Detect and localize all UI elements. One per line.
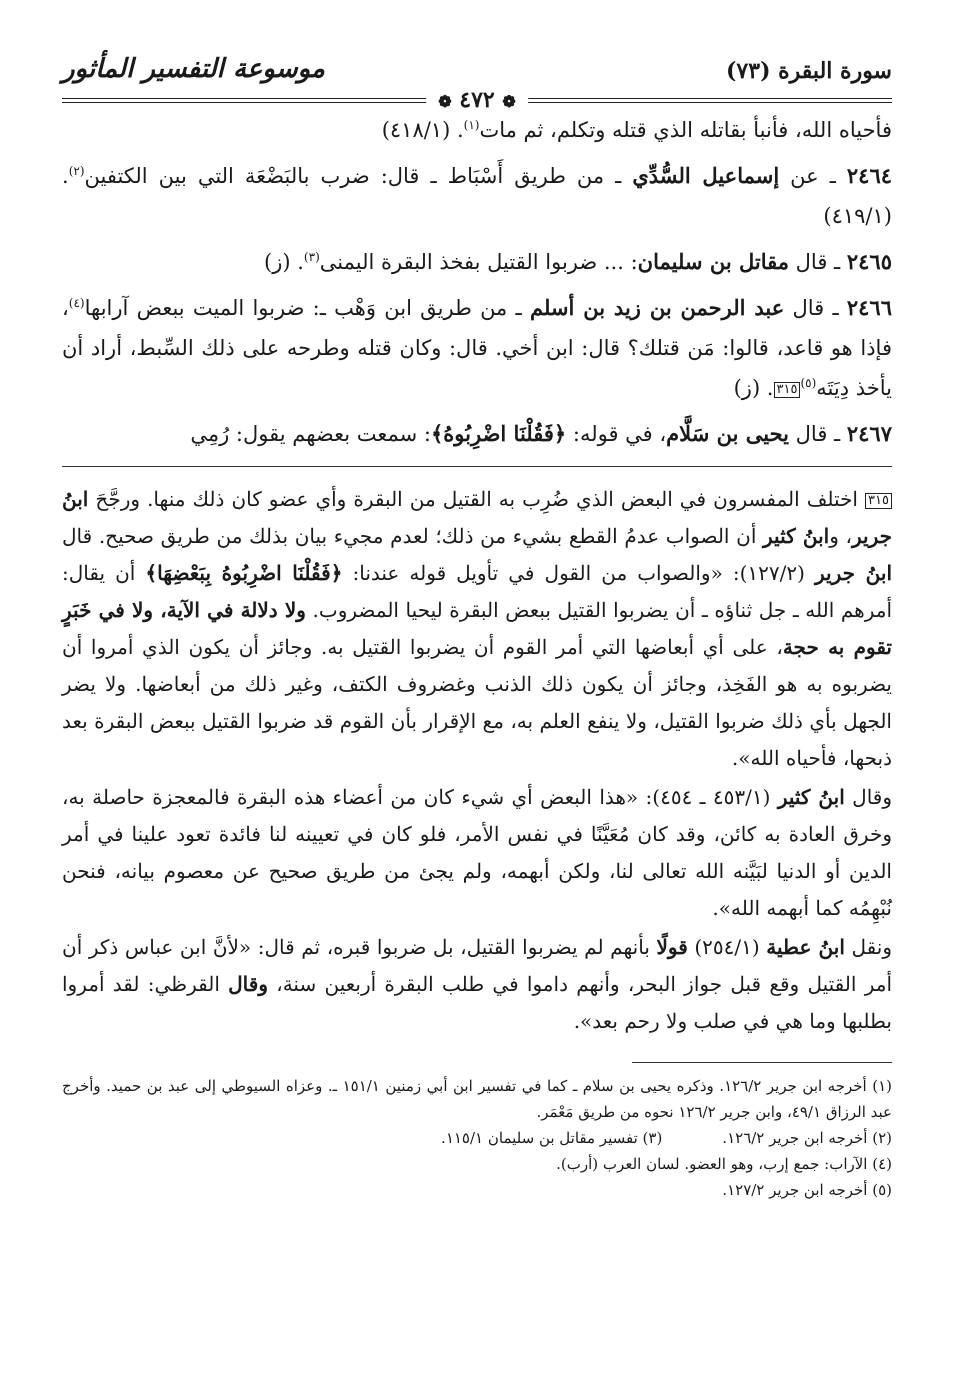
text-run: : ... ضربوا القتيل بفخذ البقرة اليمنى	[319, 250, 638, 274]
c1-paragraph	[62, 481, 892, 777]
text-run: ، في قوله:	[566, 422, 667, 446]
page-header	[62, 50, 892, 113]
text-run: القرظي: لقد أمروا بطلبها وما هي في صلب ولا رحم بعد».	[62, 972, 892, 1033]
bold-text: ابنُ كثير	[777, 785, 845, 809]
commentary-ref-box: ٣١٥	[774, 382, 801, 398]
text-run: ، و	[829, 524, 852, 548]
c2-paragraph	[62, 779, 892, 927]
commentary-ref-box: ٣١٥	[865, 493, 892, 509]
e2467-paragraph	[62, 414, 892, 454]
footnote-rule	[632, 1062, 892, 1063]
bold-text: ابنُ كثير	[763, 524, 830, 548]
footnotes	[62, 1073, 892, 1203]
footnote-ref: (٣)	[303, 250, 320, 264]
footnote-ref: (٥)	[800, 376, 817, 390]
text-run: ـ قال	[789, 422, 847, 446]
commentary-separator	[62, 466, 892, 467]
text-run: ـ قال	[784, 296, 847, 320]
ornament-icon: ❁	[502, 92, 516, 111]
text-run: . (٤١٨/١)	[381, 118, 464, 142]
footnote-row	[62, 1125, 892, 1151]
text-run: ـ قال	[789, 250, 847, 274]
footnote-1: (١) أخرجه ابن جرير ١٢٦/٢. وذكره يحيى بن سلام ـ كما في تفسير ابن أبي زمنين ١٥١/١ ـ. وعزاه السيوطي إلى عبد بن حميد. وأخرج عبد الرزاق ٤٩/١، وابن جرير ١٢٦/٢ نحوه من طريق مَعْمَر.	[62, 1077, 892, 1121]
text-run: (٢٥٤/١)	[687, 935, 767, 959]
footnote-4: (٤) الآراب: جمع إرب، وهو العضو. لسان العرب (أرب).	[556, 1155, 892, 1173]
bold-text: ٢٤٦٥	[846, 249, 892, 274]
text-run: وقال	[844, 785, 893, 809]
text-run: فأحياه الله، فأنبأ بقاتله الذي قتله وتكلم، ثم مات	[479, 118, 892, 142]
bold-text: وقال	[228, 972, 268, 996]
bold-text: ابنُ جرير	[815, 561, 893, 585]
ornament-icon: ❁	[438, 92, 452, 111]
bold-text: إسماعيل السُّدِّي	[632, 163, 780, 188]
bold-text: ٢٤٦٤	[846, 163, 893, 188]
footnote-2: (٢) أخرجه ابن جرير ١٢٦/٢.	[722, 1129, 892, 1147]
text-run: (١٢٧/٢): «والصواب من القول في تأويل قوله عندنا:	[342, 561, 815, 585]
bold-text: ٢٤٦٦	[846, 295, 892, 320]
e2465-paragraph	[62, 242, 892, 282]
header-surah: سورة البقرة (٧٣)	[726, 58, 892, 84]
bold-text: ابنُ عطية	[766, 935, 845, 959]
c3-paragraph	[62, 929, 892, 1040]
text-run: أن يقال: أمرهم الله ـ جل ثناؤه ـ أن يضربوا القتيل ببعض البقرة ليحيا المضروب.	[62, 561, 892, 622]
text-run: . (٤١٩/١)	[62, 164, 892, 228]
footnote-ref: (٤)	[68, 296, 85, 310]
bold-text: قولًا	[656, 935, 688, 959]
e2466-paragraph	[62, 288, 892, 408]
bold-text: ولا دلالة في الآية، ولا في خَبَرٍ تقوم به حجة	[62, 598, 892, 659]
text-run: اختلف المفسرون في البعض الذي ضُرِب به القتيل من البقرة وأي عضو كان ذلك منها. ورجَّحَ	[88, 487, 866, 511]
text-run: بأنهم لم يضربوا القتيل، بل ضربوا قبره، ثم قال: «لأنَّ ابن عباس ذكر أن أمر القتيل وقع قبل جواز البحر، وأنهم داموا في طلب البقرة أربعين سنة،	[62, 935, 892, 996]
page-number-text: ٤٧٢	[459, 87, 495, 113]
text-run: . (ز)	[733, 376, 774, 400]
commentary	[62, 481, 892, 1040]
header-book-title: موسوعة التفسير المأثور	[62, 54, 325, 84]
intro-paragraph	[62, 110, 892, 150]
text-run: ـ من طريق أَسْبَاط ـ قال: ضرب بالبَضْعَة التي بين الكتفين	[84, 164, 633, 188]
text-run: ونقل	[844, 935, 892, 959]
text-run: (٤٥٣/١ ـ ٤٥٤): «هذا البعض أي شيء كان من أعضاء هذه البقرة فالمعجزة حاصلة به، وخرق العادة به كائن، وقد كان مُعَيَّنًا في نفس الأمر، فلو كان في تعيينه لنا فائدة تعود علينا في أمر الدين أو الدنيا لبَيَّنه الله تعالى لنا، ولكن أبهمه، ولم يجئ من طريق صحيح عن معصوم بيانه، فنحن نُبْهِمُه كما أبهمه الله».	[62, 785, 892, 920]
bold-text: ابنُ جرير	[62, 487, 892, 548]
page-number	[426, 87, 528, 113]
bold-text: عبد الرحمن بن زيد بن أسلم	[529, 295, 785, 320]
bold-text: ٢٤٦٧	[846, 421, 892, 446]
e2464-paragraph	[62, 156, 892, 236]
text-run: ، فإذا هو قاعد، قالوا: مَن قتلك؟ قال: ابن أخي. قال: وكان قتله وطرحه على ذلك السِّبط، أراد أن يأخذ دِيَتَه	[62, 296, 892, 400]
text-run: ـ عن	[779, 164, 847, 188]
text-run: ، على أي أبعاضها التي أمر القوم أن يضربوا القتيل به. وجائز أن يكون الذي أمروا أن يضربوه به هو الفَخِذ، وجائز أن يكون ذلك الذنب وغضروف الكتف، وغير ذلك من أبعاضها. ولا يضر الجهل بأي ذلك ضربوا القتيل، ولا ينفع العلم به، مع الإقرار بأن القوم قد ضربوا القتيل ببعض البقرة بعد ذبحها، فأحياه الله».	[62, 635, 892, 770]
footnote-ref: (١)	[463, 118, 480, 132]
text-run: أن الصواب عدمُ القطع بشيء من ذلك؛ لعدم مجيء بيان بذلك من طريق صحيح. قال	[62, 524, 764, 548]
bold-text: مقاتل بن سليمان	[637, 249, 789, 274]
text-run: : سمعت بعضهم يقول: رُمِي	[190, 422, 431, 446]
page	[62, 50, 892, 1203]
footnote-3: (٣) تفسير مقاتل بن سليمان ١١٥/١.	[441, 1129, 663, 1147]
bold-text: يحيى بن سَلَّام	[666, 421, 789, 446]
narrations	[62, 110, 892, 454]
text-run: ـ من طريق ابن وَهْب ـ: ضربوا الميت ببعض آرابها	[84, 296, 530, 320]
text-run: . (ز)	[264, 250, 304, 274]
bold-text: ﴿فَقُلْنَا اضْرِبُوهُ﴾	[430, 421, 567, 446]
footnote-5: (٥) أخرجه ابن جرير ١٢٧/٢.	[722, 1181, 892, 1199]
bold-text: ﴿فَقُلْنَا اضْرِبُوهُ بِبَعْضِهَا﴾	[145, 561, 343, 585]
footnote-ref: (٢)	[68, 164, 85, 178]
